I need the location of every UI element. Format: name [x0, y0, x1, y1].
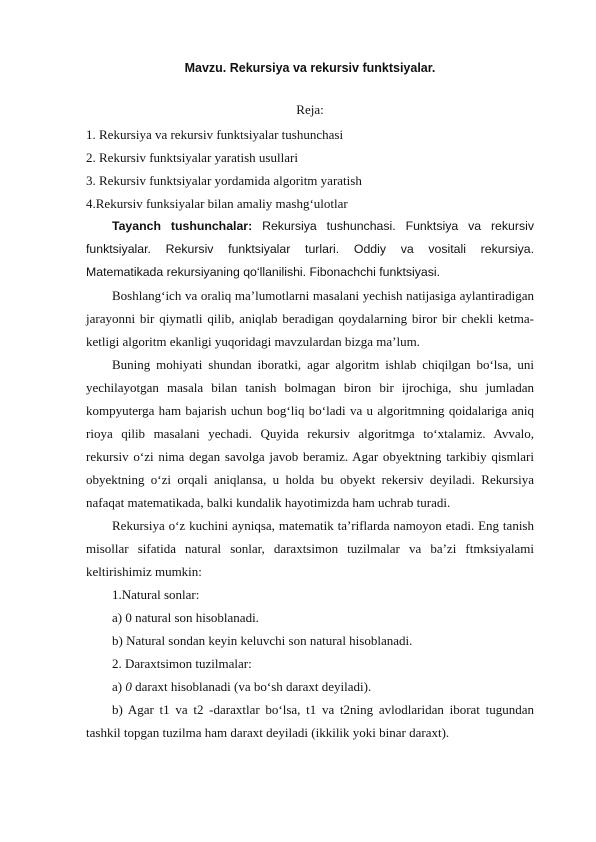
trees-item-a-rest: daraxt hisoblanadi (va bo‘sh daraxt deyiladi).: [131, 679, 372, 694]
body-paragraph: Buning mohiyati shundan iboratki, agar algoritm ishlab chiqilgan bo‘lsa, uni yechilayotgan masala bilan tanish bolmagan biron bir ijrochiga, shu jumladan kompyuterga ham bajarish uchun bog‘liq bo‘ladi va u algoritmning qoidalariga aniq rioya qilib masalani yechadi. Quyida rekursiv algoritmga to‘xtalamiz. Avvalo, rekursiv o‘zi nima degan savolga javob beramiz. Agar obyektning tarkibiy qismlari obyektning o‘zi orqali aniqlansa, u holda bu obyekt rekersiv deyiladi. Rekursiya nafaqat matematikada, balki kundalik hayotimizda ham uchrab turadi.: [86, 357, 534, 510]
plan-list: [86, 123, 534, 215]
body-paragraph: Rekursiya o‘z kuchini ayniqsa, matematik ta’riflarda namoyon etadi. Eng tanish misollar sifatida natural sonlar, daraxtsimon tuzilmalar va ba’zi ftmksiyalami keltirishimiz mumkin:: [86, 518, 534, 579]
body-paragraph: Boshlang‘ich va oraliq ma’lumotlarni masalani yechish natijasiga aylantiradigan jarayonni bir qiymatli qilib, aniqlab beradigan qoydalarning biror bir chekli ketma-ketligi algoritm ekanligi yuqoridagi mavzulardan bizga ma’lum.: [86, 288, 534, 349]
plan-item: 2. Rekursiv funktsiyalar yaratish usullari: [86, 150, 298, 165]
key-terms-text: Rekursiya tushunchasi. Funktsiya va rekursiv funktsiyalar. Rekursiv funktsiyalar turlari. Oddiy va vositali rekursiya. Matematikada rekursiyaning qo‘llanilishi. Fibonachchi funktsiyasi.: [86, 219, 535, 279]
natural-item-b: b) Natural sondan keyin keluvchi son natural hisoblanadi.: [112, 633, 413, 648]
plan-heading: Reja:: [296, 102, 324, 117]
trees-item-a: [86, 675, 534, 698]
trees-heading: 2. Daraxtsimon tuzilmalar:: [112, 656, 252, 671]
natural-heading: 1.Natural sonlar:: [112, 587, 200, 602]
plan-item: 1. Rekursiya va rekursiv funktsiyalar tushunchasi: [86, 127, 344, 142]
plan-item: 3. Rekursiv funktsiyalar yordamida algoritm yaratish: [86, 173, 362, 188]
trees-item-a-prefix: a): [112, 679, 126, 694]
document-title: Mavzu. Rekursiya va rekursiv funktsiyalar.: [184, 61, 436, 75]
trees-item-b: b) Agar t1 va t2 -daraxtlar bo‘lsa, t1 va t2ning avlodlaridan iborat tugundan tashkil topgan tuzilma ham daraxt deyiladi (ikkilik yoki binar daraxt).: [86, 702, 534, 740]
key-terms-paragraph: [86, 215, 534, 284]
trees-item-a-zero: 0: [125, 679, 132, 694]
plan-item: 4.Rekursiv funksiyalar bilan amaliy mashg‘ulotlar: [86, 196, 348, 211]
key-terms-label: Tayanch tushunchalar:: [112, 219, 253, 233]
natural-item-a: a) 0 natural son hisoblanadi.: [112, 610, 259, 625]
